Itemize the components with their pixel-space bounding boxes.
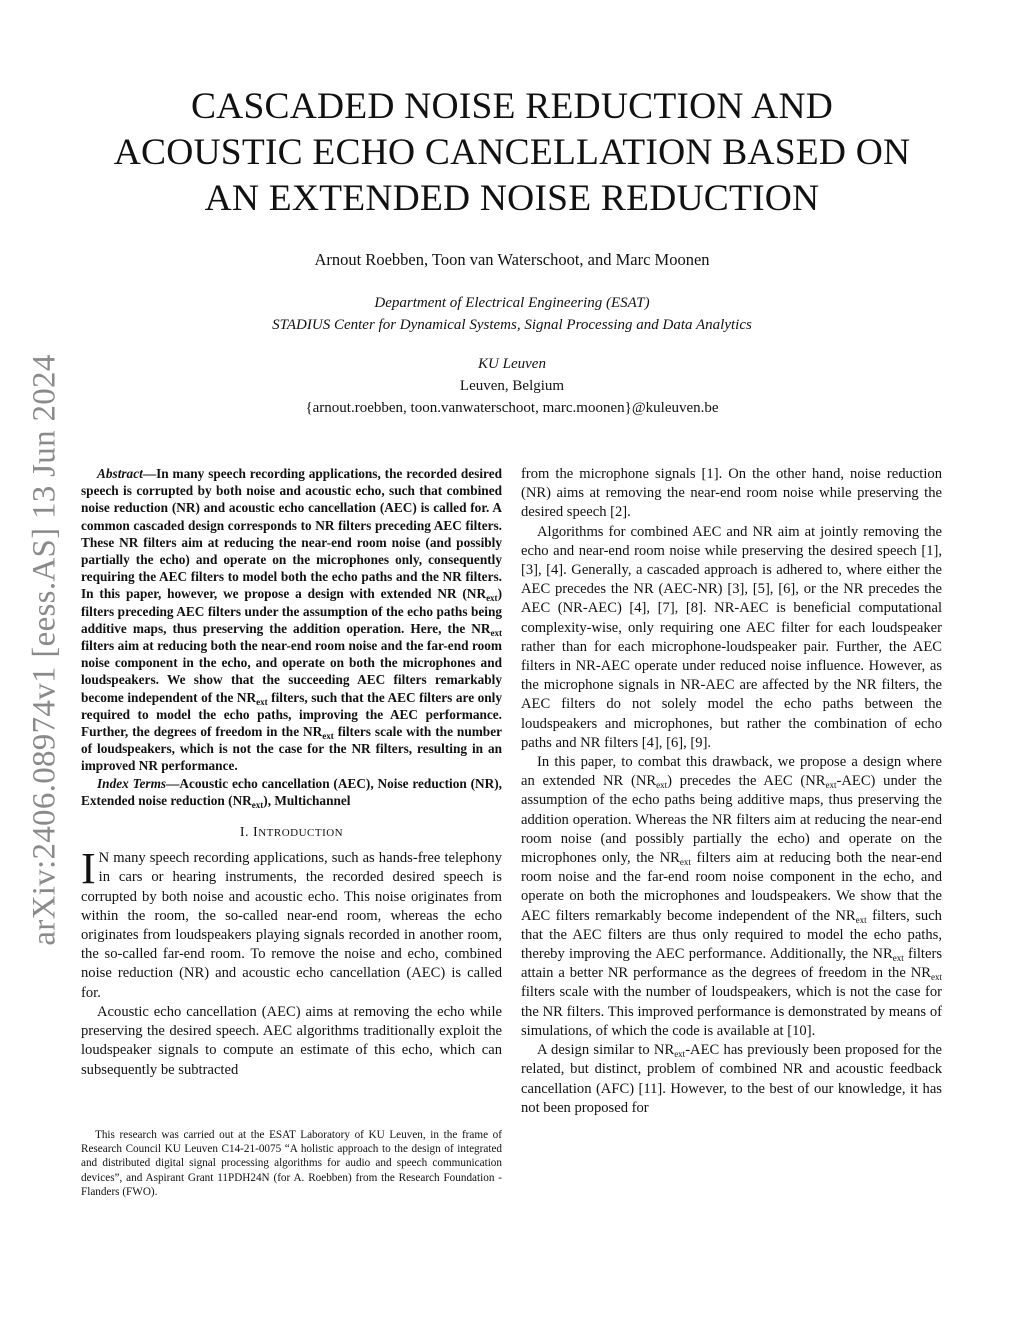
- right-paragraph-4: A design similar to $NR_{ext}$-AEC has previously been proposed for the related, but distinct, problem of combined NR and acoustic feedback cancellation (AFC) [11]. However, to the best of our knowledge, it has not been proposed for: [521, 1042, 942, 1116]
- department: Department of Electrical Engineering (ESAT): [374, 295, 650, 311]
- university: KU Leuven: [478, 356, 546, 372]
- right-paragraph-1: from the microphone signals [1]. On the other hand, noise reduction (NR) aims at removing the near-end room noise while preserving the desired speech [2].: [521, 466, 942, 521]
- index-terms-label: Index Terms: [97, 775, 167, 791]
- location: Leuven, Belgium: [459, 378, 565, 394]
- affiliation-block-1: [0, 292, 1024, 336]
- right-column: [521, 465, 942, 1118]
- index-terms: Index Terms—Acoustic echo cancellation (AEC), Noise reduction (NR), Extended noise reduction $(NR_{ext})$, Multichannel: [81, 775, 502, 810]
- author-list: Arnout Roebben, Toon van Waterschoot, and Marc Moonen: [314, 250, 710, 269]
- arxiv-identifier: arXiv:2406.08974v1 [eess.AS] 13 Jun 2024: [26, 354, 63, 946]
- title-line-1: CASCADED NOISE REDUCTION AND: [190, 86, 834, 127]
- abstract: Abstract—In many speech recording applications, the recorded desired speech is corrupted by both noise and acoustic echo, such that combined noise reduction (NR) and acoustic echo cancellation (AEC) is called for. A common cascaded design corresponds to NR filters preceding AEC filters. These NR filters aim at reducing the near-end room noise (and possibly partially the echo) and operate on the microphones only, consequently requiring the AEC filters to model both the echo paths and the NR filters. In this paper, however, we propose a design with extended NR $(NR_{ext})$ filters preceding AEC filters under the assumption of the echo paths being additive maps, thus preserving the addition operation. Here, the $NR_{ext}$ filters aim at reducing both the near-end room noise and the far-end room noise component in the echo, and operate on both the microphones and loudspeakers. We show that the succeeding AEC filters remarkably become independent of the $NR_{ext}$ filters, such that the AEC filters are only required to model the echo paths, improving the AEC performance. Further, the degrees of freedom in the $NR_{ext}$ filters scale with the number of loudspeakers, which is not the case for the NR filters, resulting in an improved NR performance.: [81, 466, 503, 774]
- paper-title: [60, 84, 964, 222]
- intro-paragraph-2: Acoustic echo cancellation (AEC) aims at removing the echo while preserving the desired speech. AEC algorithms traditionally exploit the loudspeaker signals to compute an estimate of this echo, which can subsequently be subtracted: [81, 1003, 502, 1078]
- email-list: {arnout.roebben, toon.vanwaterschoot, marc.moonen}@kuleuven.be: [305, 400, 719, 416]
- arxiv-sidebar: [20, 350, 70, 950]
- research-center: STADIUS Center for Dynamical Systems, Signal Processing and Data Analytics: [272, 317, 752, 333]
- abstract-label: Abstract: [97, 466, 143, 481]
- section-heading-introduction: I. INTRODUCTION: [239, 825, 344, 841]
- affiliation-block-2: [0, 353, 1024, 419]
- title-line-3: AN EXTENDED NOISE REDUCTION: [204, 178, 820, 219]
- left-column: [81, 465, 502, 1080]
- footnote: This research was carried out at the ESAT Laboratory of KU Leuven, in the frame of Research Council KU Leuven C14-21-0075 “A holistic approach to the design of integrated and distributed digital signal processing algorithms for audio and speech communication devices”, and Aspirant Grant 11PDH24N (for A. Roebben) from the Research Foundation - Flanders (FWO).: [81, 1129, 502, 1198]
- right-paragraph-2: Algorithms for combined AEC and NR aim at jointly removing the echo and near-end room noise while preserving the desired speech [1], [3], [4]. Generally, a cascaded approach is adhered to, where either the AEC precedes the NR (AEC-NR) [3], [5], [6], or the NR precedes the AEC (NR-AEC) [4], [7], [8]. NR-AEC is beneficial computational complexity-wise, only requiring one AEC filter for each loudspeaker rather than for each microphone-loudspeaker pair. Further, the AEC filters in NR-AEC operate under reduced noise influence. However, as the microphone signals in NR-AEC are affected by the NR filters, the AEC filters do not solely model the echo paths between the loudspeakers and microphones, but rather the combination of echo paths and NR filters [4], [6], [9].: [521, 523, 942, 751]
- right-paragraph-3: In this paper, to combat this drawback, we propose a design where an extended NR $(NR_{ext})$ precedes the AEC $(NR_{ext}-AEC)$ under the assumption of the echo paths being additive maps, thus preserving the addition operation. Whereas the NR filters aim at reducing the near-end room noise (and possibly partially the echo) and operate on the microphones only, the $NR_{ext}$ filters aim at reducing both the near-end room noise and the far-end room noise component in the echo, and operate on both the microphones and loudspeakers. We show that the AEC filters remarkably become independent of the $NR_{ext}$ filters, such that the AEC filters are thus only required to model the echo paths, thereby improving the AEC performance. Additionally, the $NR_{ext}$ filters attain a better NR performance as the degrees of freedom in the $NR_{ext}$ filters scale with the number of loudspeakers, which is not the case for the NR filters. This improved performance is demonstrated by means of simulations, of which the code is available at [10].: [521, 754, 943, 1039]
- title-line-2: ACOUSTIC ECHO CANCELLATION BASED ON: [113, 132, 911, 173]
- intro-paragraph-1: I N many speech recording applications, such as hands-free telephony in cars or hearing instruments, the recorded desired speech is corrupted by both noise and acoustic echo. This noise originates from within the room, the so-called near-end room, whereas the echo originates from loudspeakers playing signals recorded in another room, the so-called far-end room. To remove the noise and echo, combined noise reduction (NR) and acoustic echo cancellation (AEC) is called for.: [81, 844, 502, 1001]
- drop-cap: I: [81, 844, 96, 894]
